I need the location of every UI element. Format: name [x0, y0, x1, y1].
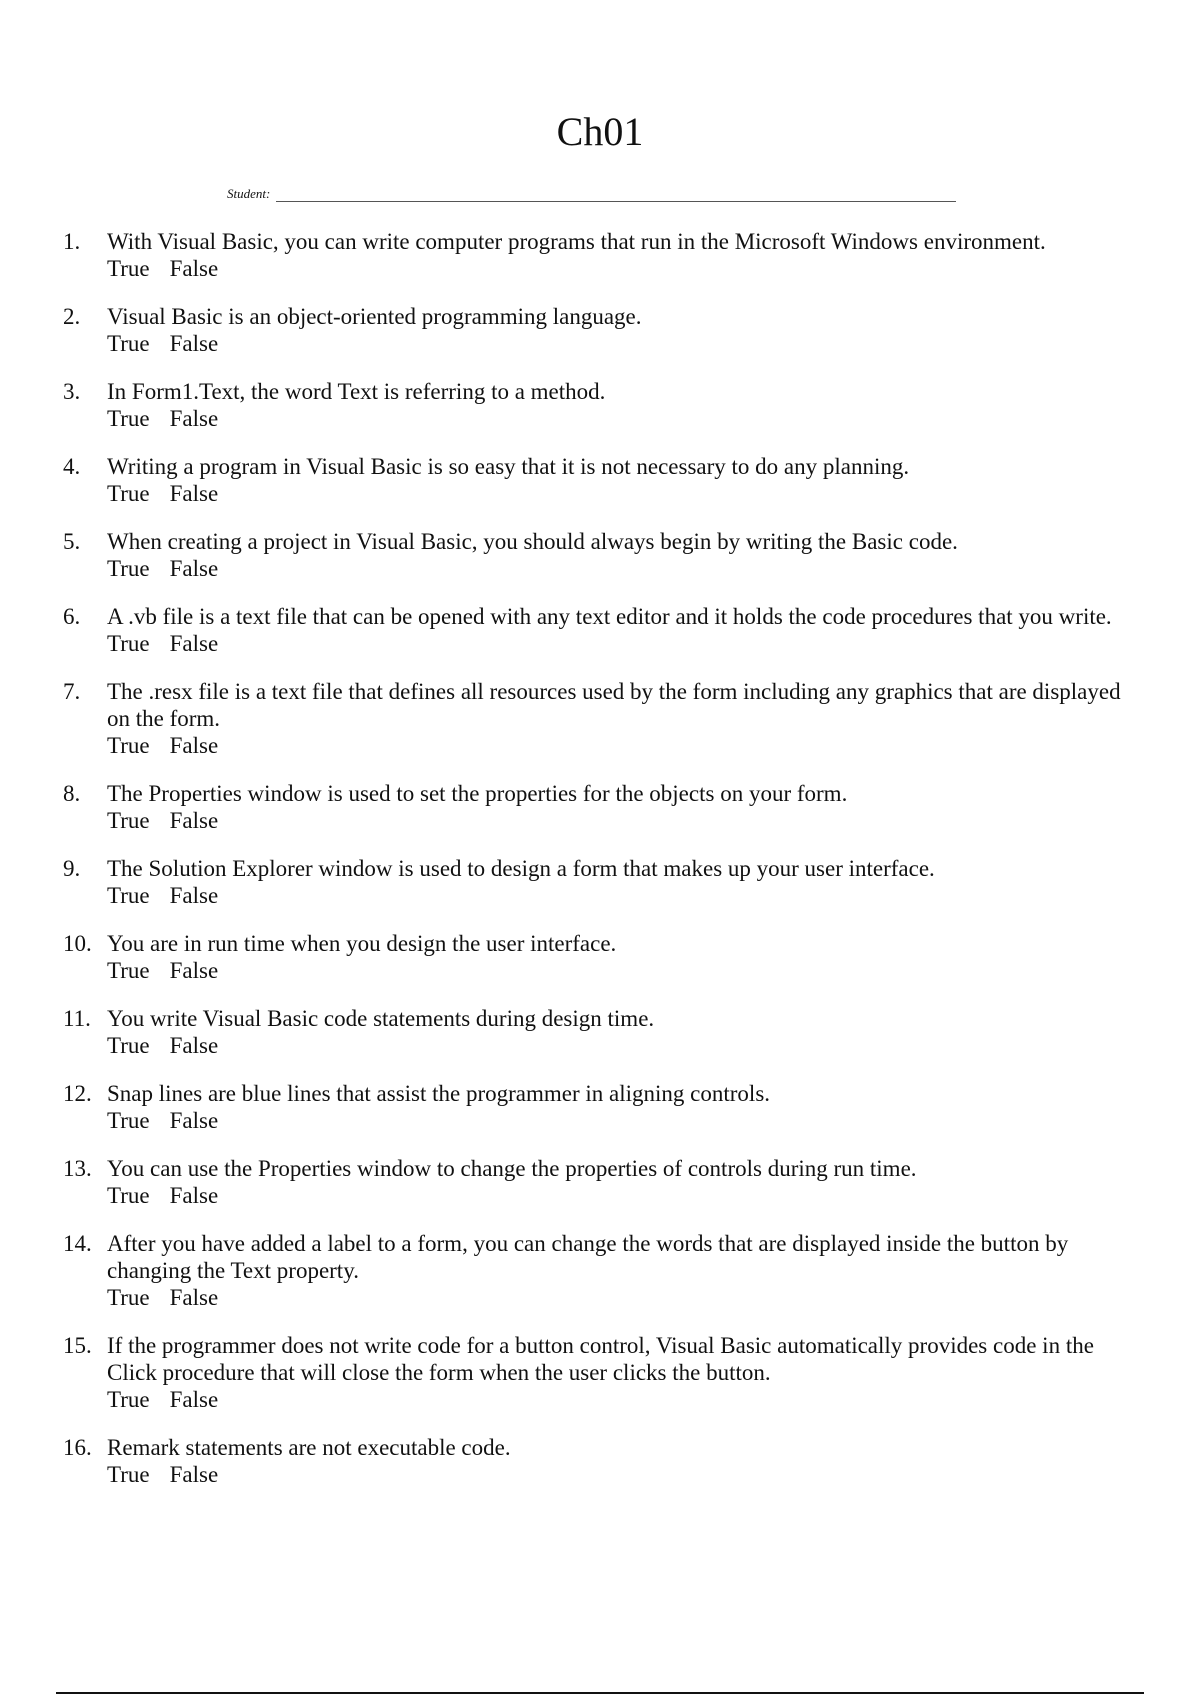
question-number: 8.	[63, 781, 81, 806]
false-option[interactable]: False	[169, 481, 219, 506]
true-option[interactable]: True	[107, 556, 150, 581]
question-item	[60, 453, 1140, 507]
true-option[interactable]: True	[107, 958, 150, 983]
false-option[interactable]: False	[169, 1033, 219, 1058]
question-text: If the programmer does not write code for a button control, Visual Basic automatically provides code in the Click procedure that will close the form when the user clicks the button.	[107, 1333, 1094, 1385]
question-text: In Form1.Text, the word Text is referring to a method.	[107, 379, 606, 404]
false-option[interactable]: False	[169, 331, 219, 356]
false-option[interactable]: False	[169, 733, 219, 758]
question-number: 4.	[63, 454, 81, 479]
question-text: After you have added a label to a form, you can change the words that are displayed inside the button by changing the Text property.	[107, 1231, 1069, 1283]
true-option[interactable]: True	[107, 883, 150, 908]
true-option[interactable]: True	[107, 1387, 150, 1412]
answer-options	[107, 882, 1140, 909]
question-item	[60, 603, 1140, 657]
question-number: 14.	[63, 1231, 92, 1256]
answer-options	[107, 1386, 1140, 1413]
question-text: When creating a project in Visual Basic, you should always begin by writing the Basic code.	[107, 529, 958, 554]
true-option[interactable]: True	[107, 733, 150, 758]
question-text: You can use the Properties window to change the properties of controls during run time.	[107, 1156, 917, 1181]
answer-options	[107, 732, 1140, 759]
answer-options	[107, 330, 1140, 357]
question-number: 10.	[63, 931, 92, 956]
question-text: A .vb file is a text file that can be opened with any text editor and it holds the code procedures that you write.	[107, 604, 1112, 629]
false-option[interactable]: False	[169, 406, 219, 431]
question-number: 12.	[63, 1081, 92, 1106]
question-item	[60, 228, 1140, 282]
question-item	[60, 855, 1140, 909]
false-option[interactable]: False	[169, 1462, 219, 1487]
answer-options	[107, 555, 1140, 582]
question-list	[60, 228, 1140, 1509]
answer-options	[107, 480, 1140, 507]
true-option[interactable]: True	[107, 406, 150, 431]
false-option[interactable]: False	[169, 631, 219, 656]
question-item	[60, 1230, 1140, 1311]
false-option[interactable]: False	[169, 1387, 219, 1412]
answer-options	[107, 405, 1140, 432]
answer-options	[107, 1032, 1140, 1059]
answer-options	[107, 1284, 1140, 1311]
question-item	[60, 303, 1140, 357]
question-number: 13.	[63, 1156, 92, 1181]
question-text: With Visual Basic, you can write computer programs that run in the Microsoft Windows environment.	[107, 229, 1046, 254]
false-option[interactable]: False	[169, 958, 219, 983]
true-option[interactable]: True	[107, 1285, 150, 1310]
true-option[interactable]: True	[107, 1183, 150, 1208]
question-item	[60, 1155, 1140, 1209]
true-option[interactable]: True	[107, 631, 150, 656]
question-number: 2.	[63, 304, 81, 329]
question-item	[60, 1434, 1140, 1488]
question-text: The .resx file is a text file that defines all resources used by the form including any graphics that are displayed on the form.	[107, 679, 1121, 731]
question-item	[60, 930, 1140, 984]
question-item	[60, 1005, 1140, 1059]
true-option[interactable]: True	[107, 331, 150, 356]
true-option[interactable]: True	[107, 481, 150, 506]
false-option[interactable]: False	[169, 808, 219, 833]
question-text: You are in run time when you design the user interface.	[107, 931, 617, 956]
false-option[interactable]: False	[169, 556, 219, 581]
true-option[interactable]: True	[107, 1462, 150, 1487]
true-option[interactable]: True	[107, 256, 150, 281]
question-number: 9.	[63, 856, 81, 881]
false-option[interactable]: False	[169, 1183, 219, 1208]
question-text: Snap lines are blue lines that assist the programmer in aligning controls.	[107, 1081, 771, 1106]
question-text: The Properties window is used to set the properties for the objects on your form.	[107, 781, 848, 806]
answer-options	[107, 1461, 1140, 1488]
answer-options	[107, 630, 1140, 657]
answer-options	[107, 1107, 1140, 1134]
question-number: 11.	[63, 1006, 91, 1031]
question-number: 1.	[63, 229, 81, 254]
false-option[interactable]: False	[169, 1285, 219, 1310]
student-field	[227, 186, 956, 202]
question-item	[60, 528, 1140, 582]
question-item	[60, 1332, 1140, 1413]
question-item	[60, 780, 1140, 834]
question-item	[60, 1080, 1140, 1134]
question-text: Writing a program in Visual Basic is so easy that it is not necessary to do any planning.	[107, 454, 910, 479]
student-name-line[interactable]	[276, 187, 956, 202]
false-option[interactable]: False	[169, 883, 219, 908]
footer-rule	[56, 1692, 1144, 1694]
question-number: 15.	[63, 1333, 92, 1358]
false-option[interactable]: False	[169, 1108, 219, 1133]
answer-options	[107, 957, 1140, 984]
true-option[interactable]: True	[107, 1033, 150, 1058]
answer-options	[107, 1182, 1140, 1209]
answer-options	[107, 255, 1140, 282]
question-item	[60, 378, 1140, 432]
answer-options	[107, 807, 1140, 834]
question-number: 3.	[63, 379, 81, 404]
question-number: 16.	[63, 1435, 92, 1460]
page-title: Ch01	[556, 109, 644, 154]
question-item	[60, 678, 1140, 759]
question-text: The Solution Explorer window is used to design a form that makes up your user interface.	[107, 856, 935, 881]
student-label: Student:	[227, 186, 271, 201]
question-number: 7.	[63, 679, 81, 704]
question-number: 6.	[63, 604, 81, 629]
true-option[interactable]: True	[107, 808, 150, 833]
question-text: Visual Basic is an object-oriented programming language.	[107, 304, 642, 329]
question-number: 5.	[63, 529, 81, 554]
true-option[interactable]: True	[107, 1108, 150, 1133]
question-text: Remark statements are not executable code.	[107, 1435, 511, 1460]
question-text: You write Visual Basic code statements during design time.	[107, 1006, 655, 1031]
false-option[interactable]: False	[169, 256, 219, 281]
